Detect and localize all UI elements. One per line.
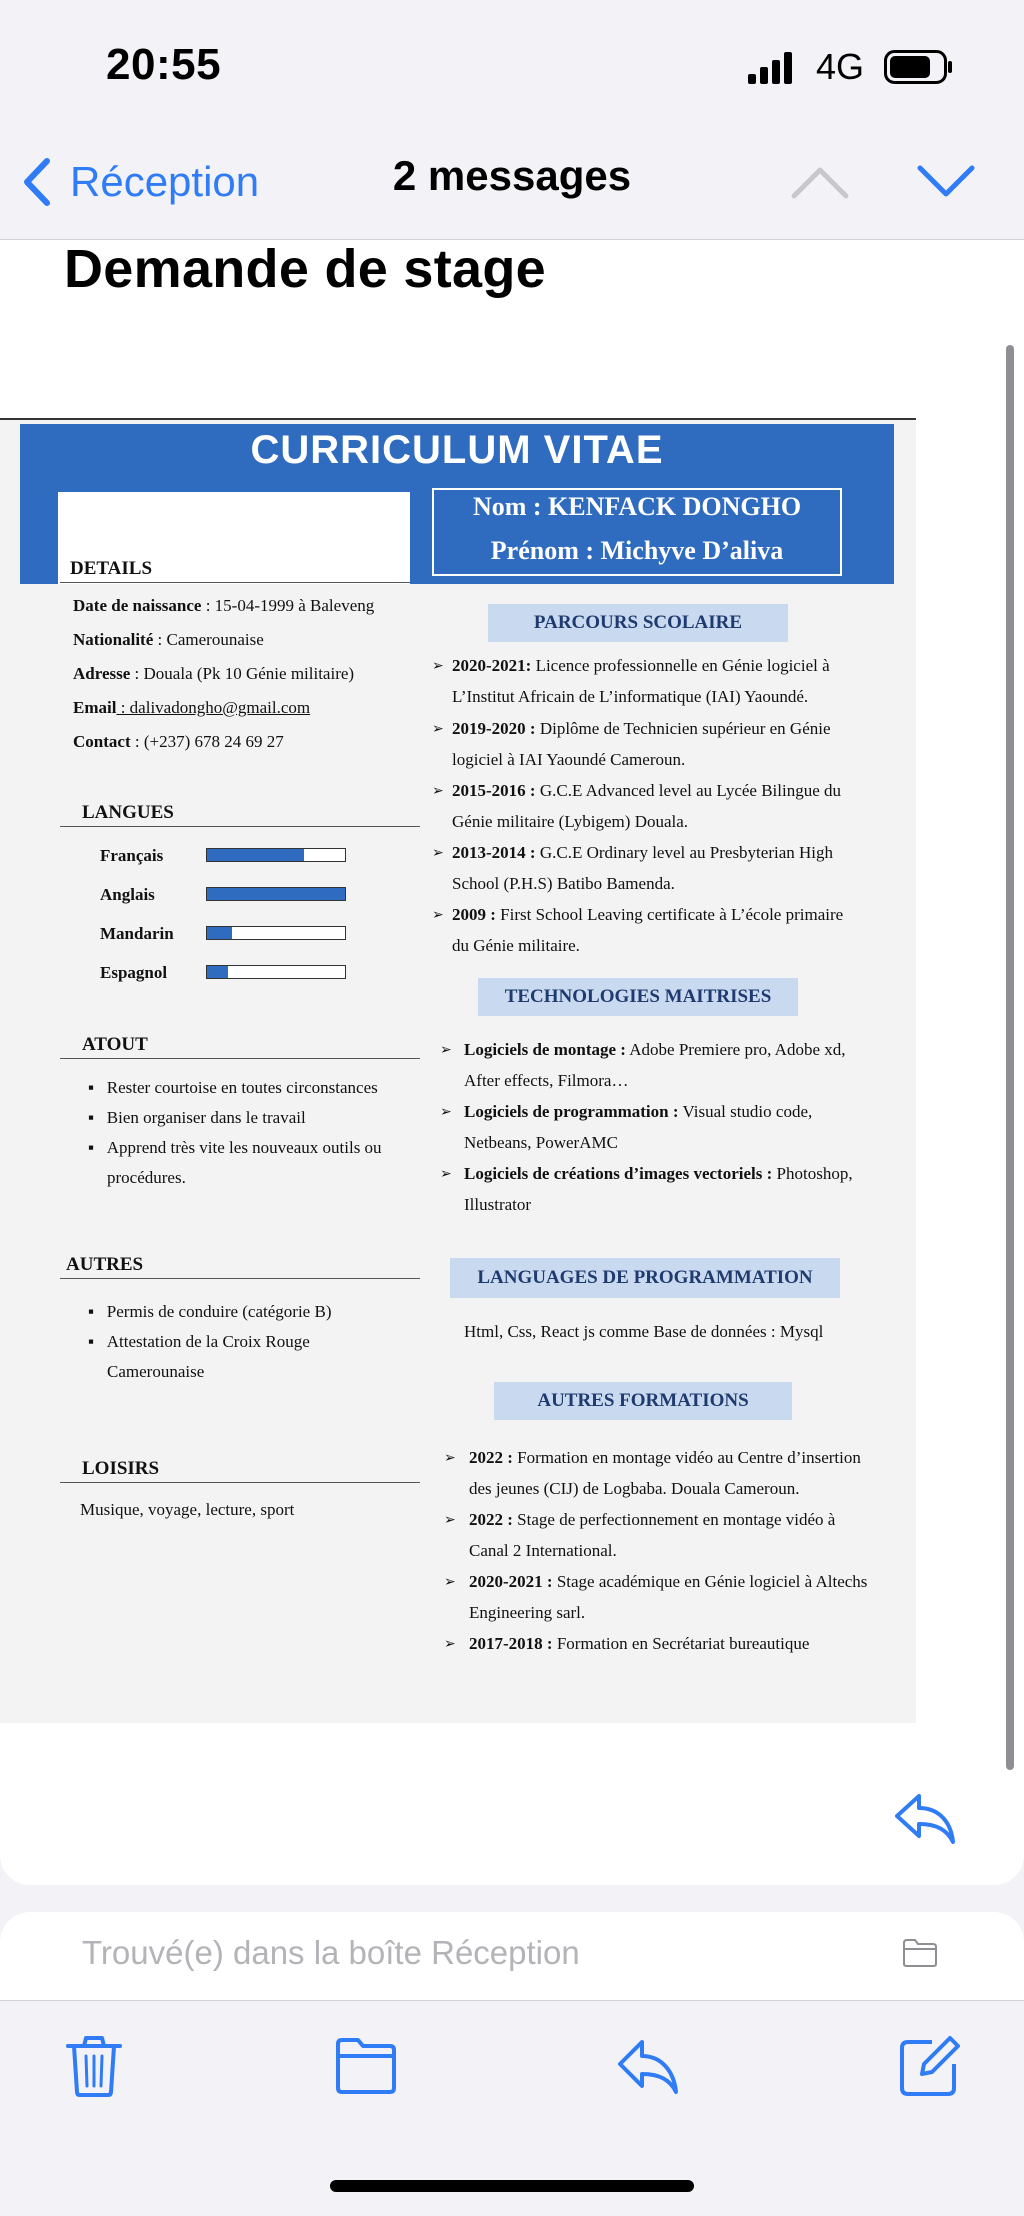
language-name: Anglais xyxy=(100,885,155,904)
trash-icon[interactable] xyxy=(62,2034,126,2098)
home-indicator[interactable] xyxy=(330,2180,694,2192)
parcours-item: 2019-2020 : Diplôme de Technicien supérieur en Génie xyxy=(452,719,831,738)
cv-attachment-image[interactable] xyxy=(0,418,916,1723)
atout-item: ▪ Bien organiser dans le travail xyxy=(88,1108,306,1127)
nav-title xyxy=(0,152,1024,200)
parcours-item: 2015-2016 : G.C.E Advanced level au Lycée Bilingue du xyxy=(452,781,842,800)
found-in-label: Trouvé(e) dans la boîte Réception xyxy=(82,1934,580,1971)
languages-text: Html, Css, React js comme Base de données : Mysql xyxy=(464,1322,824,1341)
network-type: 4G xyxy=(816,46,865,87)
formation-item-continued: Canal 2 International. xyxy=(469,1541,617,1560)
arrow-bullet: ➢ xyxy=(440,1105,452,1120)
parcours-heading: PARCOURS SCOLAIRE xyxy=(488,604,788,642)
nav-title-text: 2 messages xyxy=(392,152,632,199)
formations-heading: AUTRES FORMATIONS xyxy=(494,1382,792,1420)
technology-item-continued: Illustrator xyxy=(464,1195,532,1214)
atout-item: ▪ Apprend très vite les nouveaux outils ou xyxy=(88,1138,382,1157)
arrow-bullet: ➢ xyxy=(444,1575,456,1590)
autres-heading: AUTRES xyxy=(66,1254,144,1275)
detail-row: Nationalité : Camerounaise xyxy=(73,630,264,649)
email-subject: Demande de stage xyxy=(64,239,546,299)
arrow-bullet: ➢ xyxy=(444,1513,456,1528)
reply-icon[interactable] xyxy=(893,1790,957,1846)
cv-prenom: Prénom : Michyve D’aliva xyxy=(490,536,784,565)
languages-heading: LANGUAGES DE PROGRAMMATION xyxy=(450,1258,840,1298)
detail-row: Contact : (+237) 678 24 69 27 xyxy=(73,732,284,751)
formation-item: 2022 : Stage de perfectionnement en montage vidéo à xyxy=(469,1510,836,1529)
technology-item: Logiciels de créations d’images vectoriels : Photoshop, xyxy=(464,1164,853,1183)
language-level-fill xyxy=(207,849,304,861)
divider xyxy=(60,1058,420,1059)
divider xyxy=(60,1278,420,1279)
parcours-item-continued: logiciel à IAI Yaoundé Cameroun. xyxy=(452,750,686,769)
technology-item-continued: Netbeans, PowerAMC xyxy=(464,1133,618,1152)
arrow-bullet: ➢ xyxy=(444,1637,456,1652)
folder-icon[interactable] xyxy=(902,1938,938,1968)
langues-heading: LANGUES xyxy=(82,802,174,823)
autres-item-continued: Camerounaise xyxy=(107,1362,205,1381)
move-to-folder-icon[interactable] xyxy=(334,2034,398,2098)
language-level-fill xyxy=(207,888,345,900)
technology-item-continued: After effects, Filmora… xyxy=(464,1071,629,1090)
technology-item: Logiciels de programmation : Visual studio code, xyxy=(464,1102,813,1121)
language-name: Espagnol xyxy=(100,963,168,982)
loisirs-text: Musique, voyage, lecture, sport xyxy=(80,1500,295,1519)
parcours-item-continued: Génie militaire (Lybigem) Douala. xyxy=(452,812,689,831)
parcours-item-continued: du Génie militaire. xyxy=(452,936,580,955)
atout-item-continued: procédures. xyxy=(107,1168,186,1187)
details-heading: DETAILS xyxy=(70,558,153,579)
autres-item: ▪ Permis de conduire (catégorie B) xyxy=(88,1302,332,1321)
status-time: 20:55 xyxy=(106,40,222,89)
arrow-bullet: ➢ xyxy=(432,846,444,861)
atout-item: ▪ Rester courtoise en toutes circonstances xyxy=(88,1078,378,1097)
arrow-bullet: ➢ xyxy=(444,1451,456,1466)
image-top-border xyxy=(0,418,916,420)
arrow-bullet: ➢ xyxy=(440,1043,452,1058)
arrow-bullet: ➢ xyxy=(432,784,444,799)
technology-item: Logiciels de montage : Adobe Premiere pro, Adobe xd, xyxy=(464,1040,846,1059)
back-label: Réception xyxy=(70,158,260,205)
parcours-item: 2013-2014 : G.C.E Ordinary level au Presbyterian High xyxy=(452,843,834,862)
signal-icon xyxy=(748,52,800,84)
formation-item: 2022 : Formation en montage vidéo au Centre d’insertion xyxy=(469,1448,861,1467)
technologies-heading: TECHNOLOGIES MAITRISES xyxy=(478,978,798,1016)
detail-row: Adresse : Douala (Pk 10 Génie militaire) xyxy=(73,664,355,683)
formation-item-continued: des jeunes (CIJ) de Logbaba. Douala Cameroun. xyxy=(469,1479,800,1498)
parcours-item-continued: School (P.H.S) Batibo Bamenda. xyxy=(452,874,675,893)
divider xyxy=(60,582,410,583)
language-level-fill xyxy=(207,966,228,978)
previous-message-icon[interactable] xyxy=(790,162,850,202)
language-level-bar xyxy=(206,965,346,979)
loisirs-heading: LOISIRS xyxy=(82,1458,160,1479)
cv-nom: Nom : KENFACK DONGHO xyxy=(472,492,802,521)
autres-item: ▪ Attestation de la Croix Rouge xyxy=(88,1332,310,1351)
language-level-fill xyxy=(207,927,232,939)
formation-item: 2020-2021 : Stage académique en Génie logiciel à Altechs xyxy=(469,1572,868,1591)
arrow-bullet: ➢ xyxy=(432,722,444,737)
language-level-bar xyxy=(206,848,346,862)
parcours-item: 2009 : First School Leaving certificate à L’école primaire xyxy=(452,905,844,924)
divider xyxy=(60,1482,420,1483)
scroll-indicator[interactable] xyxy=(1006,345,1014,1770)
reply-toolbar-icon[interactable] xyxy=(616,2034,680,2098)
parcours-item: 2020-2021: Licence professionnelle en Génie logiciel à xyxy=(452,656,830,675)
formation-item-continued: Engineering sarl. xyxy=(469,1603,586,1622)
language-level-bar xyxy=(206,887,346,901)
arrow-bullet: ➢ xyxy=(432,659,444,674)
language-level-bar xyxy=(206,926,346,940)
atout-heading: ATOUT xyxy=(82,1034,148,1055)
detail-row: Date de naissance : 15-04-1999 à Baleveng xyxy=(73,596,375,615)
arrow-bullet: ➢ xyxy=(440,1167,452,1182)
battery-icon xyxy=(884,50,954,84)
cv-title: CURRICULUM VITAE xyxy=(250,428,664,472)
parcours-item-continued: L’Institut Africain de L’informatique (IAI) Yaoundé. xyxy=(452,687,809,706)
divider xyxy=(60,826,420,827)
language-name: Français xyxy=(100,846,164,865)
next-message-icon[interactable] xyxy=(916,160,976,200)
arrow-bullet: ➢ xyxy=(432,908,444,923)
language-name: Mandarin xyxy=(100,924,174,943)
compose-icon[interactable] xyxy=(898,2034,962,2098)
formation-item: 2017-2018 : Formation en Secrétariat bureautique xyxy=(469,1634,810,1653)
detail-row: Email : dalivadongho@gmail.com xyxy=(73,698,311,717)
